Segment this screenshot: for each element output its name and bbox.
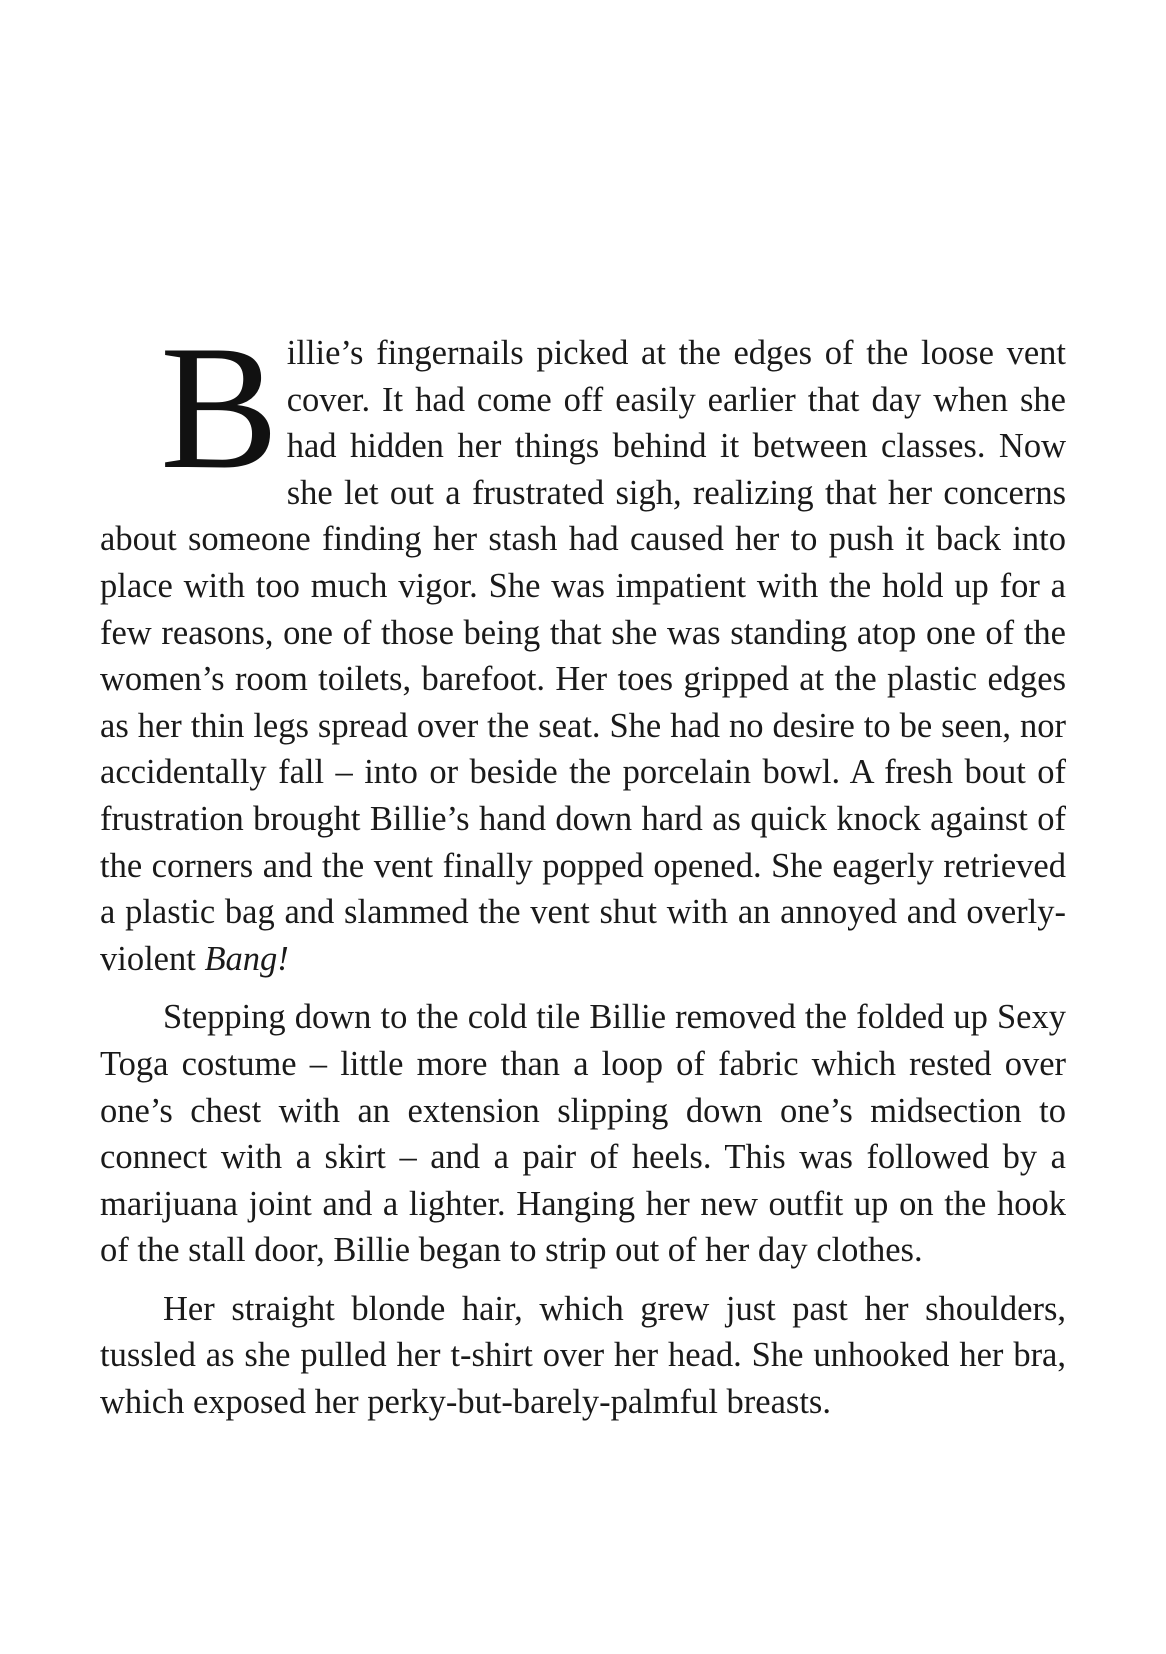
body-text: [100, 308, 1066, 1426]
paragraph-1: [100, 308, 1066, 982]
paragraph-1-text: illie’s fingernails picked at the edges of the loose vent cover. It had come off easily earlier that day when she had hidden her things behind it between classes. Now she let out a frustrated sigh, realizing that her concerns about someone finding her stash had caused her to push it back into place with too much vigor. She was impatient with the hold up for a few reasons, one of those being that she was standing atop one of the women’s room toilets, barefoot. Her toes gripped at the plastic edges as her thin legs spread over the seat. She had no desire to be seen, nor accidentally fall – into or beside the porcelain bowl. A fresh bout of frustration brought Billie’s hand down hard as quick knock against of the corners and the vent finally popped opened. She eagerly retrieved a plastic bag and slammed the vent shut with an annoyed and overly-violent: [100, 334, 1066, 978]
paragraph-3: Her straight blonde hair, which grew just past her shoulders, tussled as she pulled her t-shirt over her head. She unhooked her bra, which exposed her perky-but-barely-palmful breasts.: [100, 1289, 1066, 1422]
drop-cap: B: [160, 308, 279, 506]
paragraph-1-italic-word: Bang!: [204, 939, 289, 978]
paragraph-2: Stepping down to the cold tile Billie removed the folded up Sexy Toga costume – little more than a loop of fabric which rested over one’s chest with an extension slipping down one’s midsection to connect with a skirt – and a pair of heels. This was followed by a marijuana joint and a lighter. Hanging her new outfit up on the hook of the stall door, Billie began to strip out of her day clothes.: [100, 998, 1066, 1270]
